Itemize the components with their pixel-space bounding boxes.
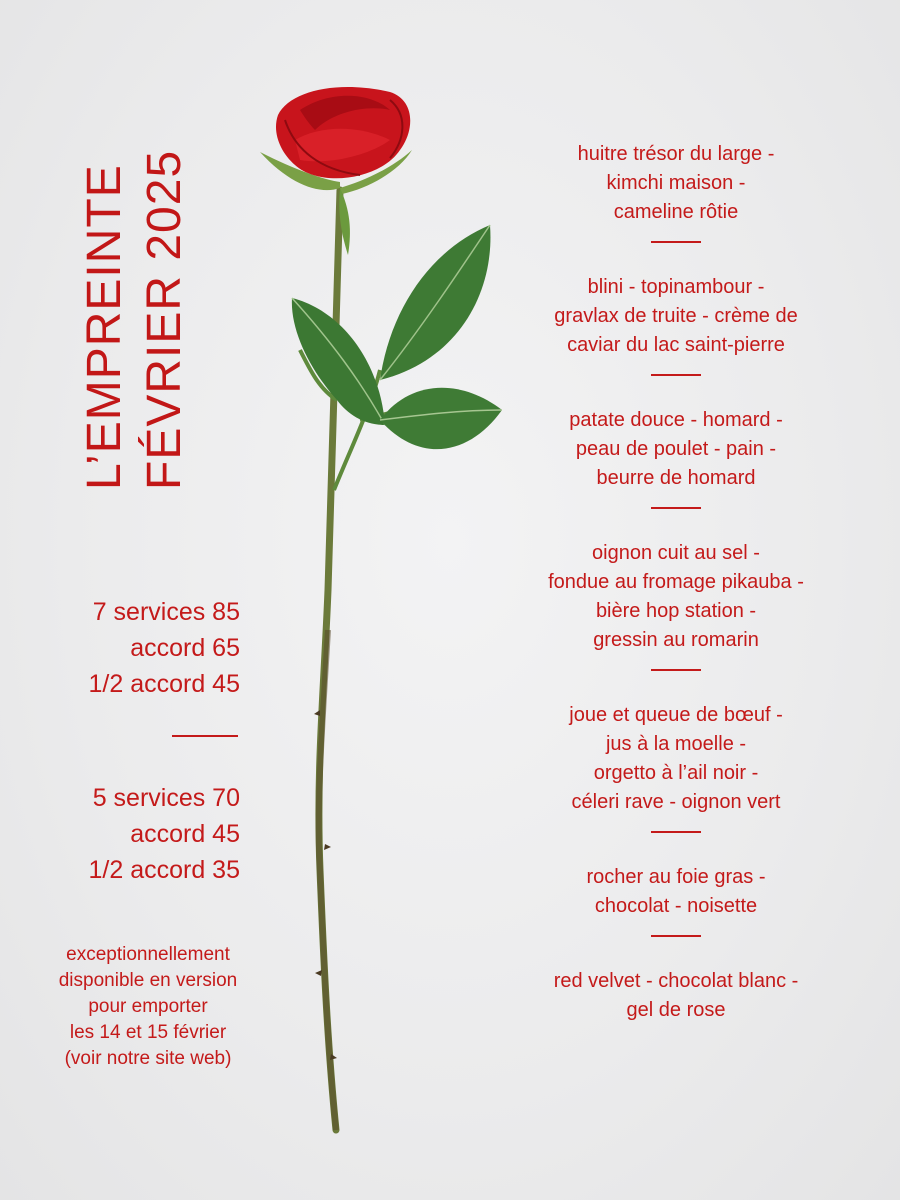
course-divider <box>651 507 701 509</box>
course-line: rocher au foie gras - <box>586 866 766 888</box>
course-line: patate douce - homard - <box>569 409 783 431</box>
note-line: pour emporter <box>88 996 208 1017</box>
course-4 <box>500 539 852 655</box>
course-divider <box>651 241 701 243</box>
course-line: caviar du lac saint-pierre <box>567 334 785 356</box>
price-line: 1/2 accord 35 <box>88 856 240 884</box>
course-line: oignon cuit au sel - <box>592 542 760 564</box>
course-6 <box>500 863 852 921</box>
course-3 <box>500 406 852 493</box>
course-7 <box>500 967 852 1025</box>
course-divider <box>651 374 701 376</box>
course-divider <box>651 831 701 833</box>
menu-courses <box>500 140 852 1025</box>
price-line: 7 services 85 <box>92 598 240 626</box>
course-line: chocolat - noisette <box>594 895 758 917</box>
course-divider <box>651 669 701 671</box>
course-line: gel de rose <box>626 999 726 1021</box>
title-line-1: L’EMPREINTE <box>78 164 131 490</box>
price-line: accord 45 <box>130 820 240 848</box>
course-line: beurre de homard <box>596 467 756 489</box>
rose-illustration <box>240 70 520 1140</box>
course-line: fondue au fromage pikauba - <box>548 571 804 593</box>
course-line: red velvet - chocolat blanc - <box>553 970 799 992</box>
price-divider <box>172 735 238 737</box>
title-block <box>60 120 210 490</box>
leaf-top-right <box>380 225 490 380</box>
course-line: bière hop station - <box>595 600 757 622</box>
course-divider <box>651 935 701 937</box>
price-group-1 <box>30 594 240 702</box>
course-line: kimchi maison - <box>606 172 746 194</box>
note-line: (voir notre site web) <box>64 1048 232 1069</box>
course-line: céleri rave - oignon vert <box>571 791 781 813</box>
note-line: exceptionnellement <box>66 944 230 965</box>
price-line: 5 services 70 <box>92 784 240 812</box>
note-line: disponible en version <box>58 970 238 991</box>
price-line: 1/2 accord 45 <box>88 670 240 698</box>
course-1 <box>500 140 852 227</box>
price-line: accord 65 <box>130 634 240 662</box>
course-line: orgetto à l’ail noir - <box>593 762 759 784</box>
takeout-note <box>28 942 268 1072</box>
course-line: gressin au romarin <box>593 629 759 651</box>
course-2 <box>500 273 852 360</box>
course-line: huitre trésor du large - <box>577 143 775 165</box>
note-line: les 14 et 15 février <box>69 1022 227 1043</box>
course-line: blini - topinambour - <box>587 276 765 298</box>
rose-head <box>276 87 410 178</box>
course-line: joue et queue de bœuf - <box>569 704 783 726</box>
title-line-2: FÉVRIER 2025 <box>138 149 191 490</box>
price-group-2 <box>30 780 240 888</box>
course-5 <box>500 701 852 817</box>
leaf-right <box>380 388 502 449</box>
course-line: gravlax de truite - crème de <box>554 305 798 327</box>
course-line: cameline rôtie <box>613 201 739 223</box>
course-line: jus à la moelle - <box>605 733 747 755</box>
course-line: peau de poulet - pain - <box>575 438 777 460</box>
